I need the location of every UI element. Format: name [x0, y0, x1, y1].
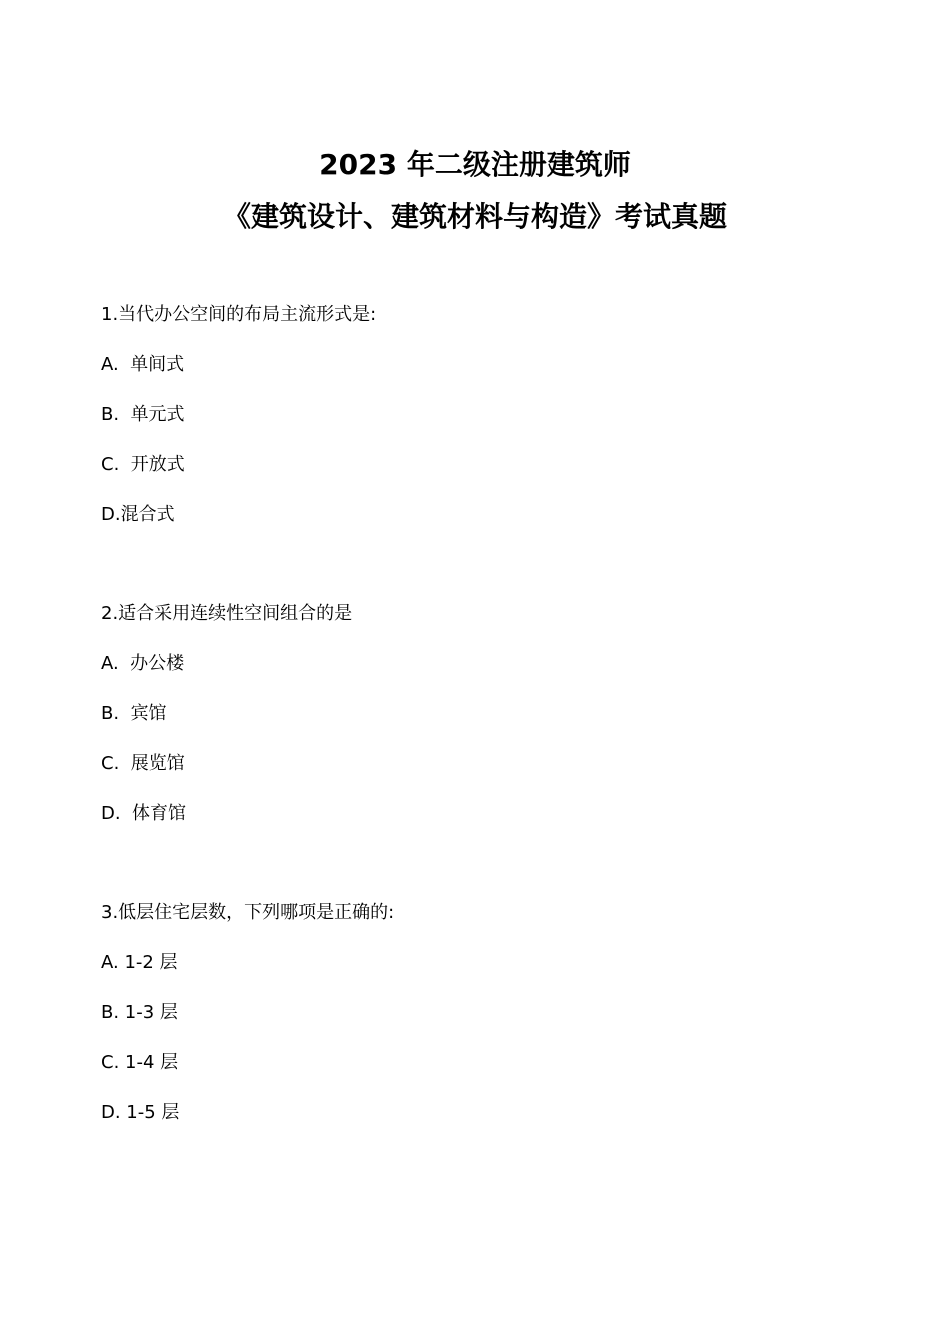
question-1-option-d: D.混合式	[101, 504, 175, 525]
question-2-option-a: A. 办公楼	[101, 653, 185, 674]
question-1-option-b: B. 单元式	[101, 404, 185, 425]
question-2-stem: 2.适合采用连续性空间组合的是	[101, 603, 353, 624]
question-2-option-c: C. 展览馆	[101, 753, 185, 774]
question-3-option-a: A. 1-2 层	[101, 952, 178, 973]
question-1-stem: 1.当代办公空间的布局主流形式是:	[101, 304, 377, 325]
question-1	[101, 302, 861, 552]
question-3-option-d: D. 1-5 层	[101, 1102, 180, 1123]
question-2	[101, 601, 861, 851]
question-3-option-c: C. 1-4 层	[101, 1052, 179, 1073]
document-subtitle: 《建筑设计、建筑材料与构造》考试真题	[222, 200, 727, 233]
question-2-option-b: B. 宾馆	[101, 703, 167, 724]
question-3	[101, 900, 861, 1150]
question-1-option-c: C. 开放式	[101, 454, 185, 475]
question-1-option-a: A. 单间式	[101, 354, 185, 375]
question-3-stem: 3.低层住宅层数，下列哪项是正确的:	[101, 902, 395, 923]
question-2-option-d: D. 体育馆	[101, 803, 187, 824]
question-3-option-b: B. 1-3 层	[101, 1002, 178, 1023]
document-title: 2023 年二级注册建筑师	[319, 148, 631, 181]
